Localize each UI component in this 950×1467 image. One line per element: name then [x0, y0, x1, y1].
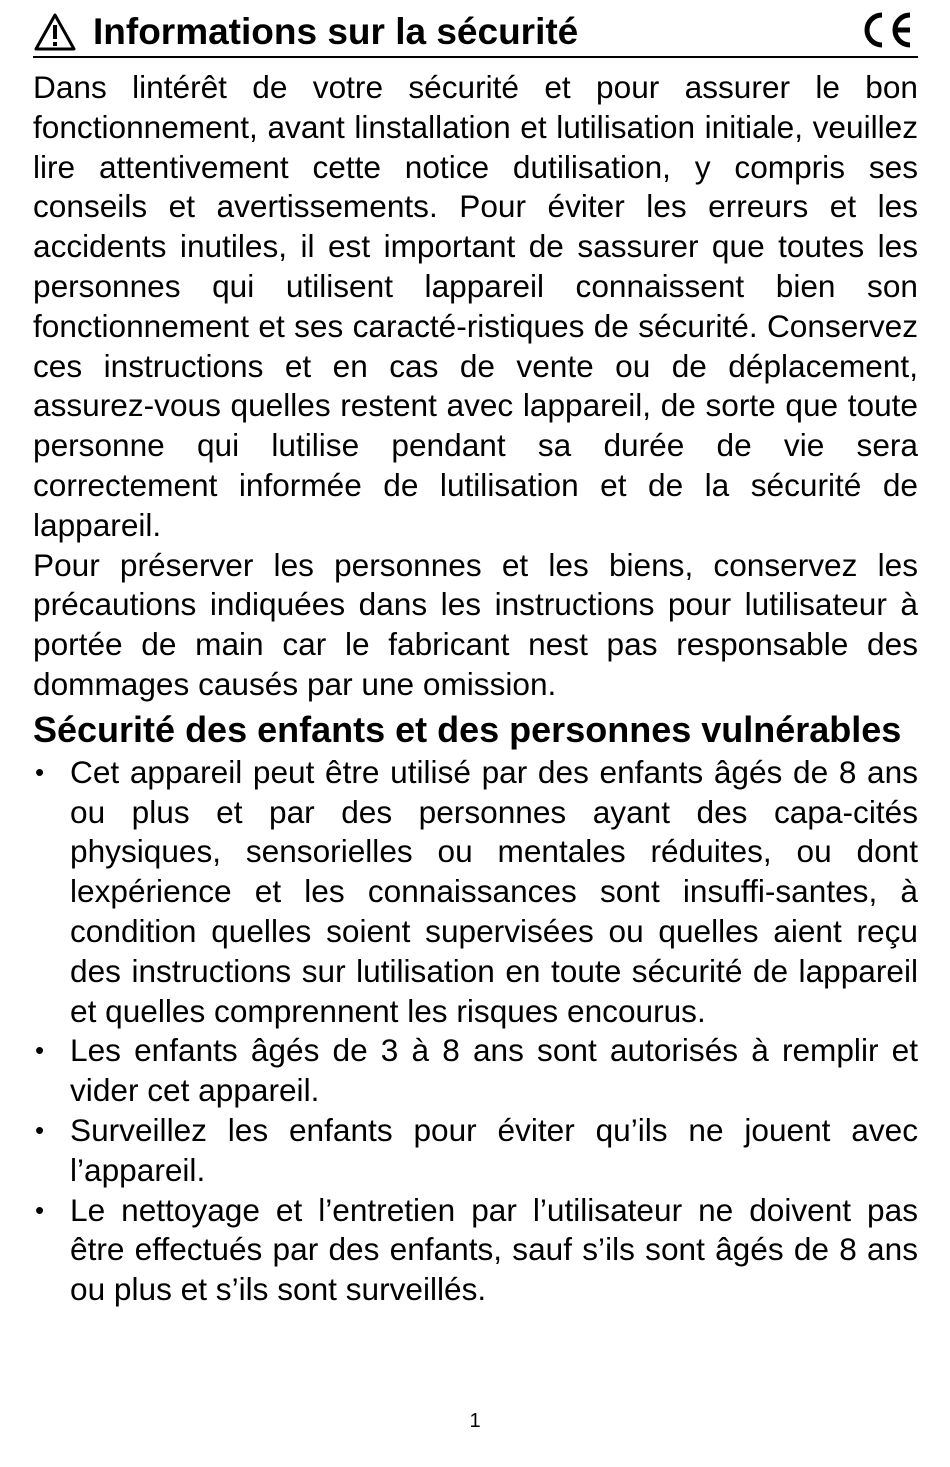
- list-item-text: Surveillez les enfants pour éviter qu’ils ne jouent avec l’appareil.: [70, 1111, 918, 1188]
- bullet-icon: •: [35, 1194, 45, 1225]
- bullet-icon: •: [35, 1114, 45, 1145]
- list-item: [33, 753, 918, 1032]
- section-header: [33, 8, 918, 58]
- list-item: [33, 1191, 918, 1310]
- intro-paragraph: Pour préserver les personnes et les biens, conservez les précautions indiquées dans les instructions pour lutilisateur à portée de main car le fabricant nest pas responsable des dommages causés par une omission.: [33, 546, 918, 702]
- page-number: 1: [469, 1410, 481, 1432]
- list-item-text: Cet appareil peut être utilisé par des enfants âgés de 8 ans ou plus et par des personnes ayant des capa-cités physiques, sensorielles ou mentales réduites, ou dont lexpérience et les connaissances sont insuffi-santes, à condition quelles soient supervisées ou quelles aient reçu des instructions sur lutilisation en toute sécurité de lappareil et quelles comprennent les risques encourus.: [70, 753, 918, 1029]
- page-title: Informations sur la sécurité: [93, 11, 579, 52]
- list-item: [33, 1031, 918, 1111]
- warning-triangle-icon: [33, 12, 77, 52]
- bullet-icon: •: [35, 756, 45, 787]
- intro-paragraph: Dans lintérêt de votre sécurité et pour assurer le bon fonctionnement, avant linstallation et lutilisation initiale, veuillez lire attentivement cette notice dutilisation, y compris ses conseils et avertissements. Pour éviter les erreurs et les accidents inutiles, il est important de sassurer que toutes les personnes qui utilisent lappareil connaissent bien son fonctionnement et ses caracté-ristiques de sécurité. Conservez ces instructions et en cas de vente ou de déplacement, assurez-vous quelles restent avec lappareil, de sorte que toute personne qui lutilise pendant sa durée de vie sera correctement informée de lutilisation et de la sécurité de lappareil.: [33, 69, 918, 543]
- manual-page: [33, 8, 918, 1310]
- bullet-icon: •: [35, 1035, 45, 1066]
- list-item: [33, 1111, 918, 1191]
- list-item-text: Le nettoyage et l’entretien par l’utilisateur ne doivent pas être effectués par des enfants, sauf s’ils sont âgés de 8 ans ou plus et s’ils sont surveillés.: [70, 1191, 918, 1308]
- intro-text: [33, 68, 918, 705]
- list-item-text: Les enfants âgés de 3 à 8 ans sont autorisés à remplir et vider cet appareil.: [70, 1032, 918, 1109]
- safety-list: [33, 753, 918, 1310]
- ce-mark-icon: [860, 10, 914, 50]
- section-heading: Sécurité des enfants et des personnes vulnérables: [33, 708, 902, 750]
